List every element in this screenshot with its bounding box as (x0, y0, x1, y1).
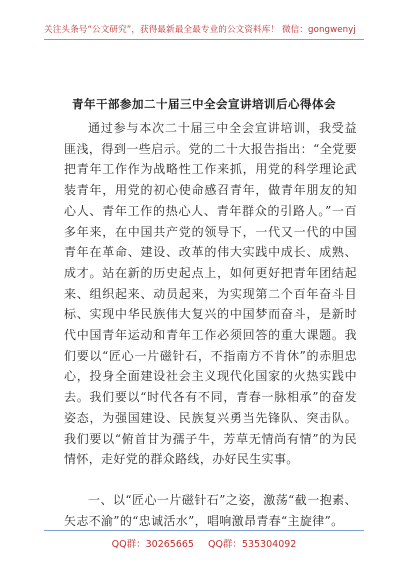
paragraph-intro: 通过参与本次二十届三中全会宣讲培训，我受益匪浅，得到一些启示。党的二十大报告指出：“全党要把青年工作作为战略性工作来抓，用党的科学理论武装青年，用党的初心使命感召青年，做青年朋友的知心人、青年工作的热心人、青年群众的引路人。”一百多年来，在中国共产党的领导下，一代又一代的中国青年在革命、建设、改革的伟大实践中成长、成熟、成才。站在新的历史起点上，如何更好把青年团结起来、组织起来、动员起来，为实现第二个百年奋斗目标、实现中华民族伟大复兴的中国梦而奋斗，是新时代中国青年运动和青年工作必须回答的重大课题。我们要以“匠心一片磁针石，不指南方不肯休”的赤胆忠心，投身全面建设社会主义现代化国家的火热实践中去。我们要以“时代各有不同，青春一脉相承”的奋发姿态，为强国建设、民族复兴勇当先锋队、突击队。我们要以“俯首甘为孺子牛，芳草无情尚有情”的为民情怀，走好党的群众路线，办好民生实事。 (64, 121, 357, 467)
page-footer (0, 536, 408, 550)
footer-qq-group-1: QQ群：30265665 (111, 539, 194, 550)
header-divider (44, 39, 364, 40)
footer-qq-group-2: QQ群：535304092 (207, 539, 297, 550)
paragraph-section-one: 一、以“匠心一片磁针石”之姿，激荡“截一抱素、矢志不渝”的“忠诚活水”，唱响激昂青春“主旋律”。 (64, 492, 357, 528)
footer-divider (44, 530, 364, 531)
page-header (0, 0, 408, 40)
document-title: 青年干部参加二十届三中全会宣讲培训后心得体会 (72, 97, 336, 111)
document-body (64, 118, 357, 531)
header-notice: 关注头条号“公文研究”，获得最新最全最专业的公文资料库！ 微信：gongwenyj (44, 25, 356, 35)
